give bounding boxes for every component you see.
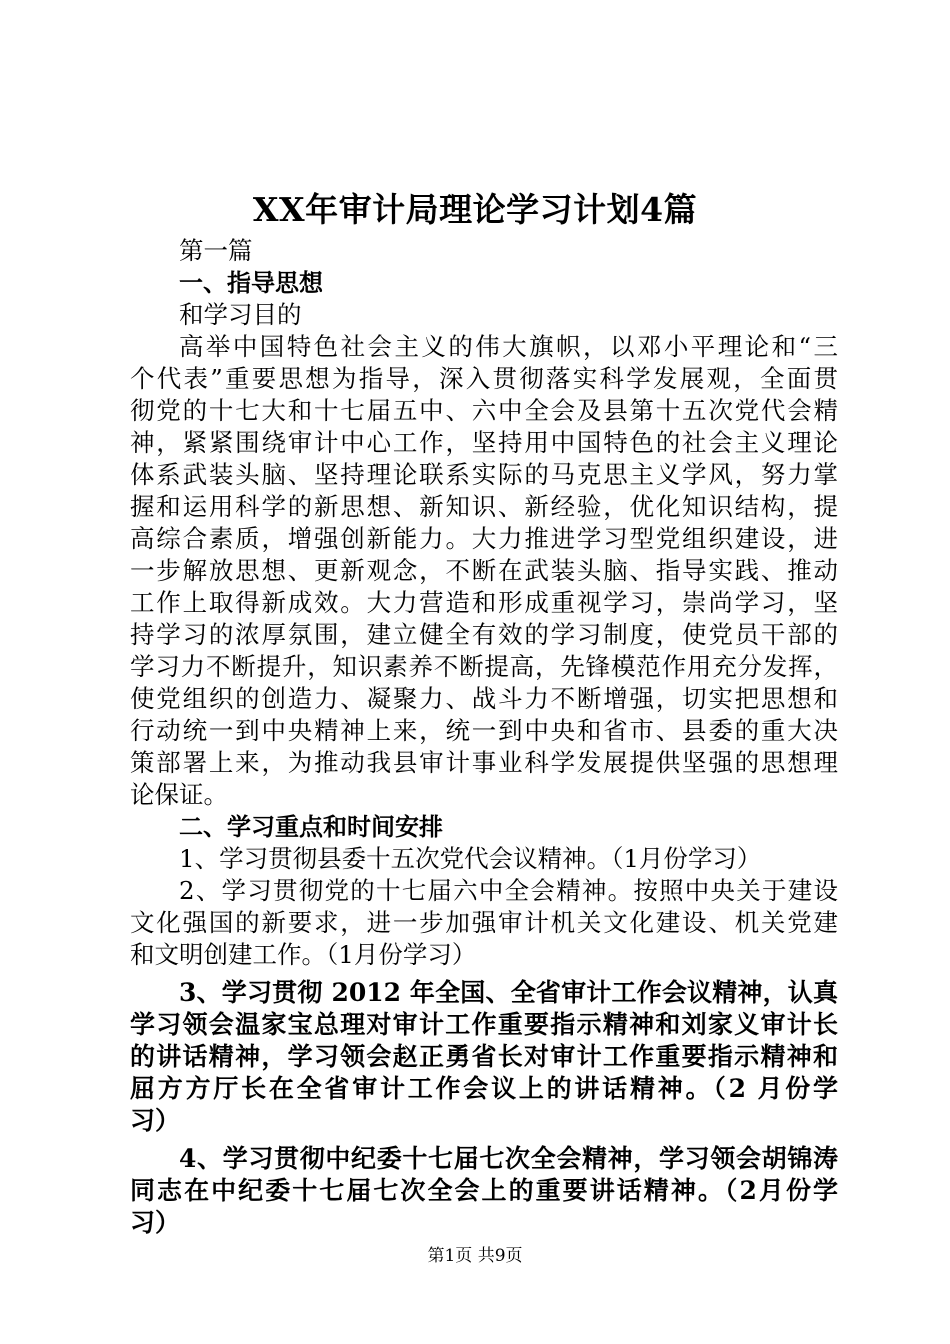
list-item	[130, 1143, 838, 1239]
paragraph-line: 彻党的十七大和十七届五中、六中全会及县第十五次党代会精	[130, 396, 838, 425]
paragraph-line: 使党组织的创造力、凝聚力、战斗力不断增强，切实把思想和	[130, 684, 838, 713]
paragraph-line: 持学习的浓厚氛围，建立健全有效的学习制度，使党员干部的	[130, 620, 838, 649]
list-item-line: 4、学习贯彻中纪委十七届七次全会精神，学习领会胡锦涛	[179, 1144, 838, 1173]
page-indicator: 第1页 共9页	[427, 1246, 523, 1266]
paragraph-line: 学习力不断提升，知识素养不断提高，先锋模范作用充分发挥，	[130, 652, 838, 681]
document-title: XX年审计局理论学习计划4篇	[252, 190, 698, 229]
section-subheading-learning-purpose: 和学习目的	[179, 300, 302, 329]
paragraph-line: 策部署上来，为推动我县审计事业科学发展提供坚强的思想理	[130, 748, 838, 777]
paragraph-line: 行动统一到中央精神上来，统一到中央和省市、县委的重大决	[130, 716, 838, 745]
paragraph-line: 一步解放思想、更新观念，不断在武装头脑、指导实践、推动	[130, 556, 838, 585]
document-body	[130, 235, 838, 1239]
paragraph-line: 高举中国特色社会主义的伟大旗帜，以邓小平理论和“三	[179, 332, 838, 361]
list-item-line: 的讲话精神，学习领会赵正勇省长对审计工作重要指示精神和	[130, 1042, 838, 1071]
list-item-line: 2、学习贯彻党的十七届六中全会精神。按照中央关于建设	[179, 876, 838, 905]
list-item-line: 习）	[130, 1208, 181, 1237]
list-item-line: 学习领会温家宝总理对审计工作重要指示精神和刘家义审计长	[130, 1010, 838, 1039]
paragraph-line: 工作上取得新成效。大力营造和形成重视学习，崇尚学习，坚	[130, 588, 838, 617]
list-item-line: 1、学习贯彻县委十五次党代会议精神。（1月份学习）	[179, 844, 762, 873]
list-item-line: 文化强国的新要求，进一步加强审计机关文化建设、机关党建	[130, 908, 838, 937]
section-heading-key-points-schedule: 二、学习重点和时间安排	[179, 813, 443, 841]
paragraph-guiding-thought	[130, 331, 838, 811]
paragraph-line: 论保证。	[130, 780, 228, 809]
list-item-line: 3、学习贯彻 2012 年全国、全省审计工作会议精神，认真	[179, 978, 838, 1007]
list-item	[130, 875, 838, 971]
paragraph-line: 神，紧紧围绕审计中心工作，坚持用中国特色的社会主义理论	[130, 428, 838, 457]
part-label: 第一篇	[179, 236, 253, 265]
paragraph-line: 体系武装头脑、坚持理论联系实际的马克思主义学风，努力掌	[130, 460, 838, 489]
section-heading-guiding-thought: 一、指导思想	[179, 269, 323, 297]
paragraph-line: 个代表”重要思想为指导，深入贯彻落实科学发展观，全面贯	[130, 364, 838, 393]
list-item-line: 屈方方厅长在全省审计工作会议上的讲话精神。（2 月份学	[130, 1074, 838, 1103]
list-item	[130, 977, 838, 1137]
list-item-line: 和文明创建工作。（1月份学习）	[130, 940, 477, 969]
list-item	[130, 843, 838, 875]
list-item-line: 习）	[130, 1106, 181, 1135]
list-item-line: 同志在中纪委十七届七次全会上的重要讲话精神。（2月份学	[130, 1176, 838, 1205]
paragraph-line: 握和运用科学的新思想、新知识、新经验，优化知识结构，提	[130, 492, 838, 521]
paragraph-line: 高综合素质，增强创新能力。大力推进学习型党组织建设，进	[130, 524, 838, 553]
